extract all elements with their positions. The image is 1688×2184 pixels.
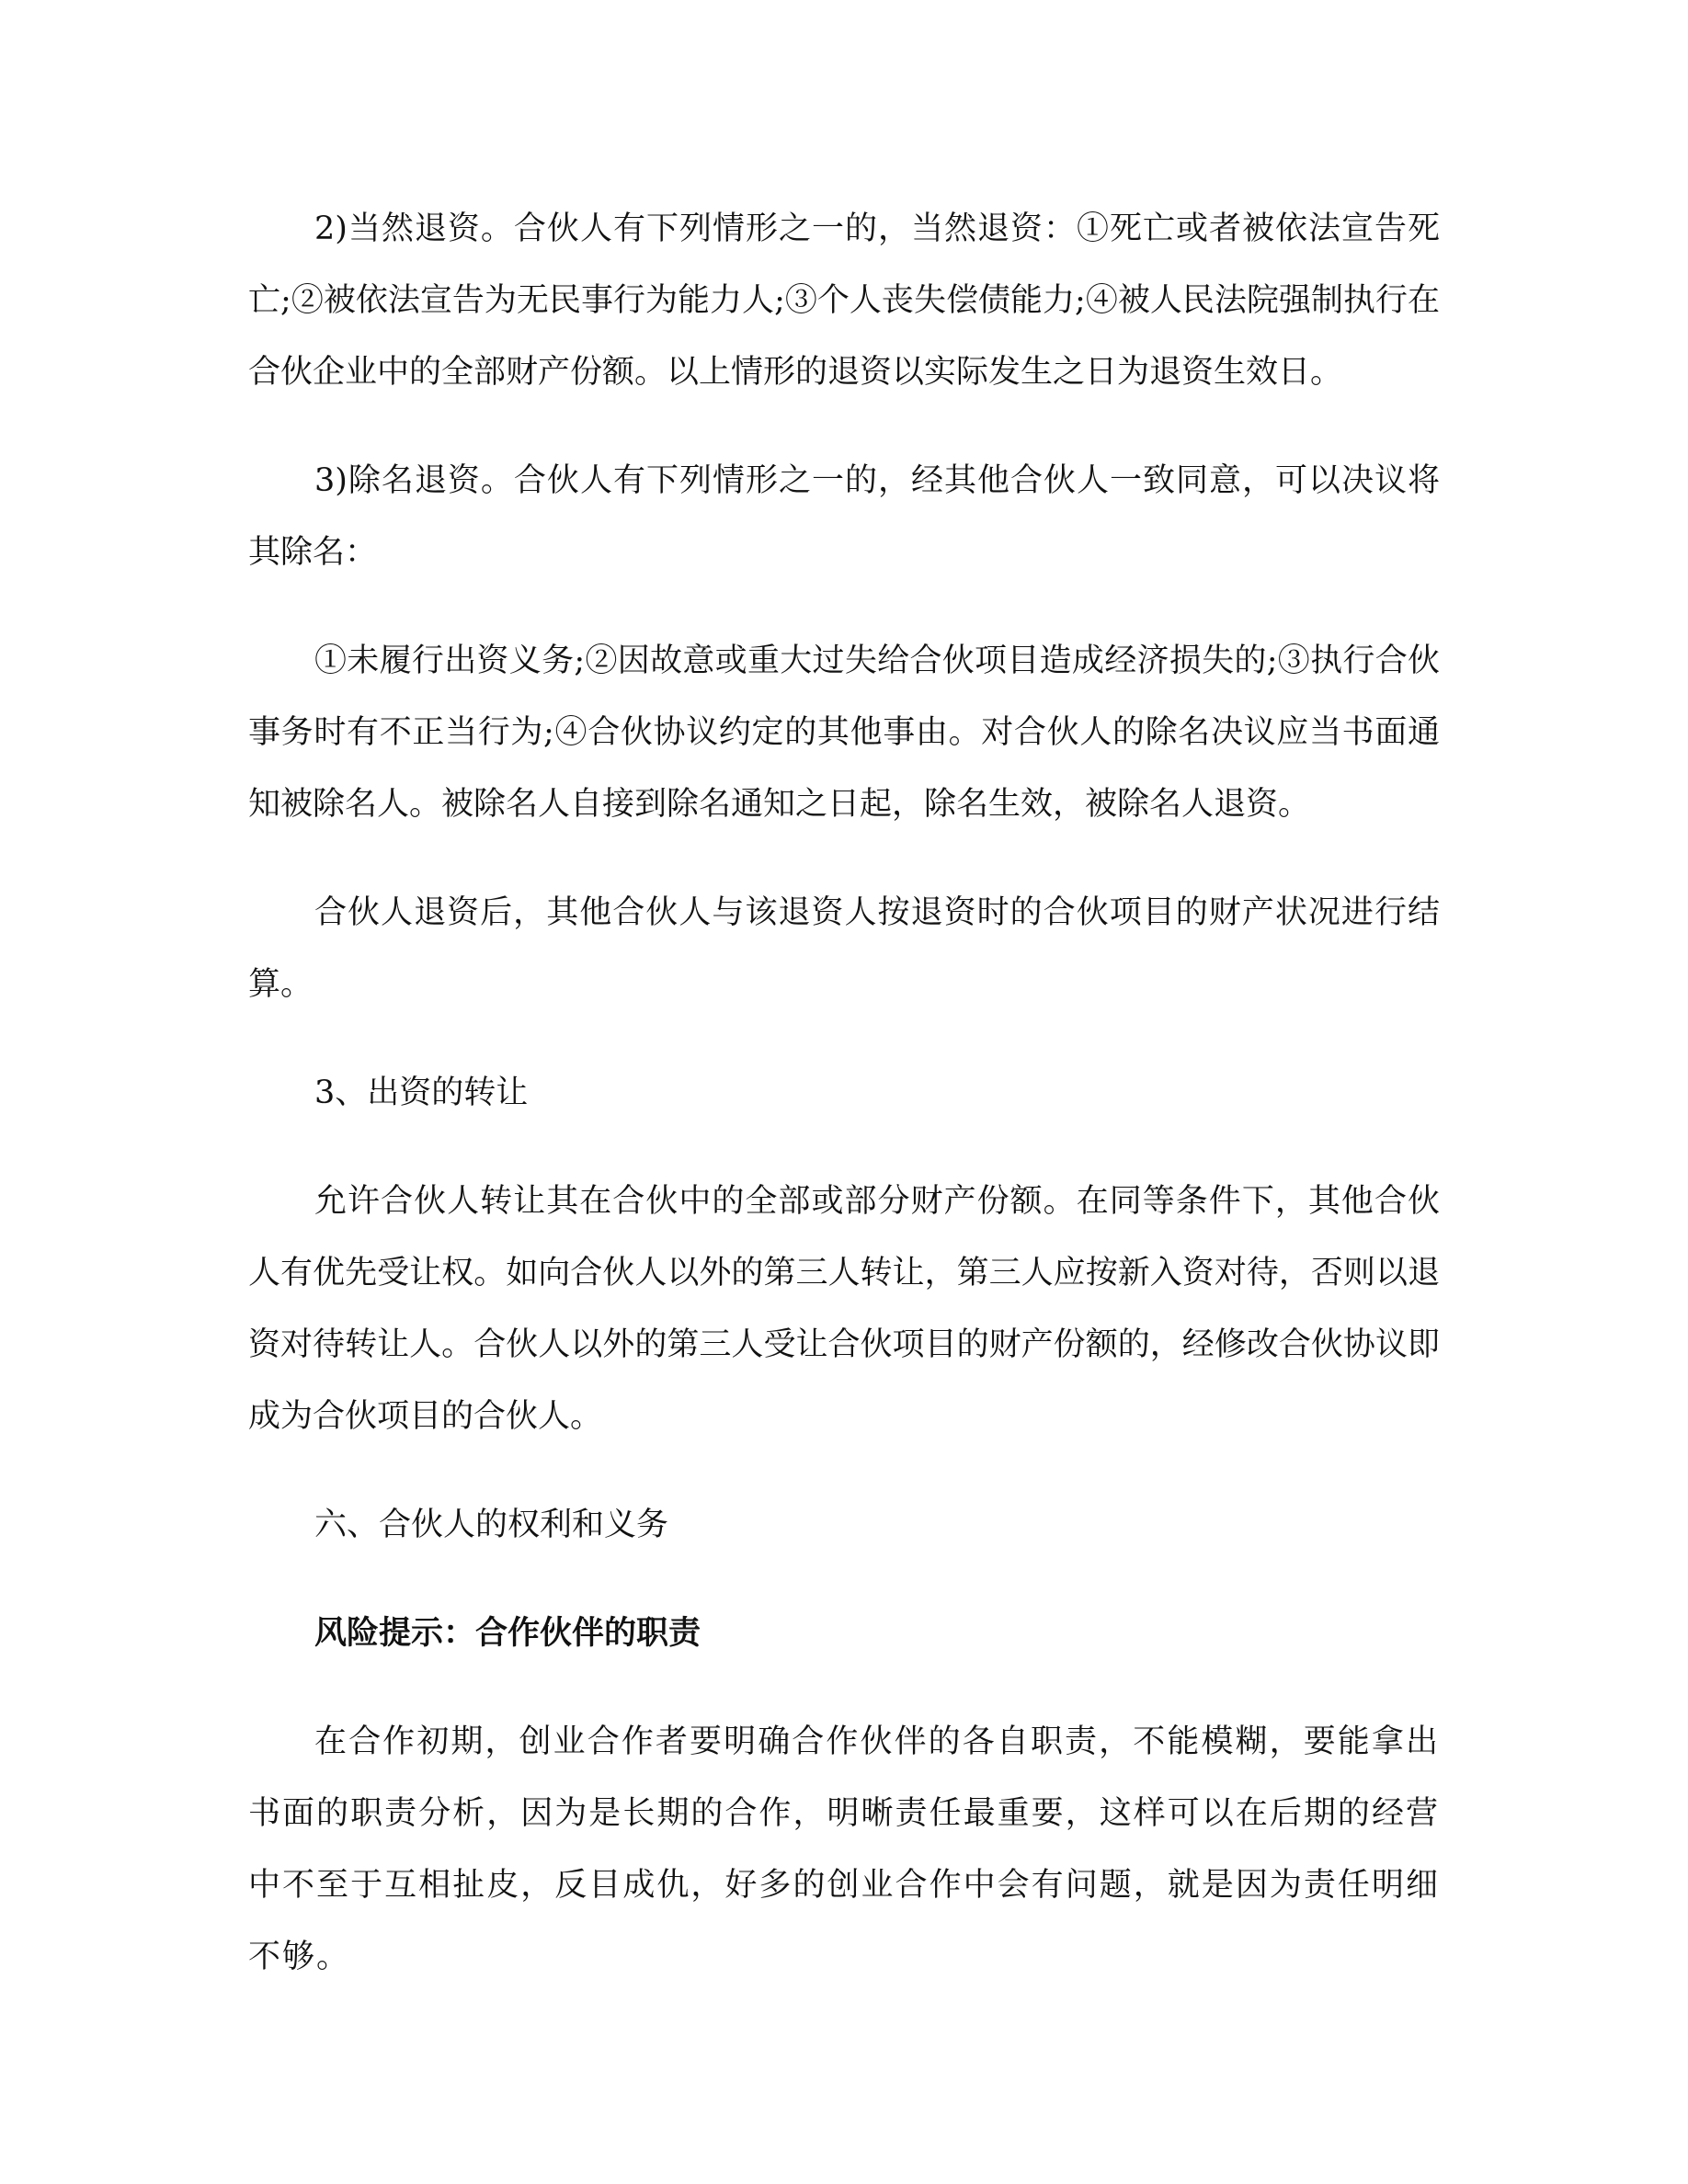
paragraph-expulsion-withdrawal: 3)除名退资。合伙人有下列情形之一的，经其他合伙人一致同意，可以决议将其除名： [248, 462, 1440, 571]
document-body [248, 193, 1440, 2030]
paragraph-automatic-withdrawal: 2)当然退资。合伙人有下列情形之一的，当然退资：①死亡或者被依法宣告死亡;②被依法宣告为无民事行为能力人;③个人丧失偿债能力;④被人民法院强制执行在合伙企业中的全部财产份额。以上情形的退资以实际发生之日为退资生效日。 [248, 210, 1440, 391]
heading-capital-transfer: 3、出资的转让 [314, 1075, 529, 1111]
paragraph-expulsion-causes: ①未履行出资义务;②因故意或重大过失给合伙项目造成经济损失的;③执行合伙事务时有不正当行为;④合伙协议约定的其他事由。对合伙人的除名决议应当书面通知被除名人。被除名人自接到除名通知之日起，除名生效，被除名人退资。 [248, 643, 1440, 823]
paragraph-capital-transfer: 允许合伙人转让其在合伙中的全部或部分财产份额。在同等条件下，其他合伙人有优先受让权。如向合伙人以外的第三人转让，第三人应按新入资对待，否则以退资对待转让人。合伙人以外的第三人受让合伙项目的财产份额的，经修改合伙协议即成为合伙项目的合伙人。 [248, 1183, 1440, 1435]
heading-rights-obligations: 六、合伙人的权利和义务 [314, 1507, 669, 1543]
paragraph-settlement: 合伙人退资后，其他合伙人与该退资人按退资时的合伙项目的财产状况进行结算。 [248, 894, 1440, 1003]
paragraph-partner-duties: 在合作初期，创业合作者要明确合作伙伴的各自职责，不能模糊，要能拿出书面的职责分析，因为是长期的合作，明晰责任最重要，这样可以在后期的经营中不至于互相扯皮，反目成仇，好多的创业合作中会有问题，就是因为责任明细不够。 [248, 1723, 1440, 1975]
heading-risk-notice: 风险提示：合作伙伴的职责 [314, 1615, 701, 1652]
